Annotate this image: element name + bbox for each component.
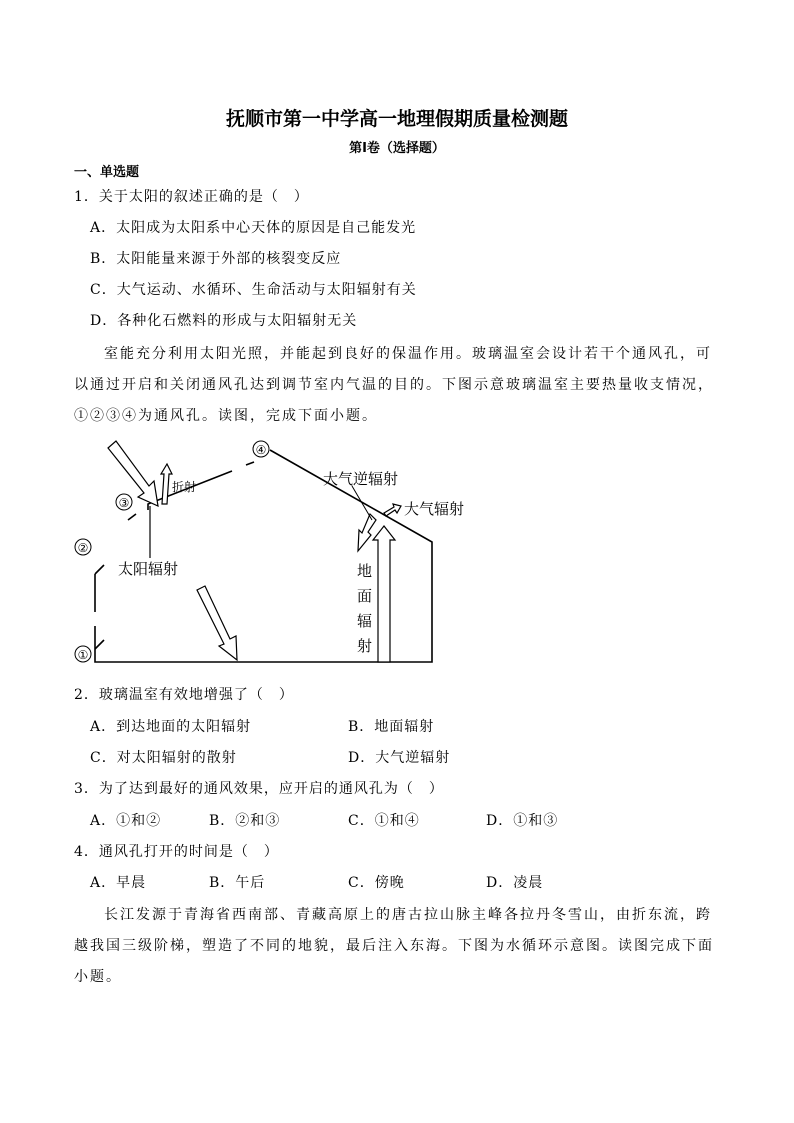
question-1-option-c: C．大气运动、水循环、生命活动与太阳辐射有关: [90, 282, 417, 298]
vent-4-label: ④: [255, 443, 267, 457]
section-heading: 一、单选题: [74, 165, 140, 180]
refraction-arrow: [161, 464, 172, 504]
question-3-stem: 3．为了达到最好的通风效果，应开启的通风孔为（ ）: [74, 781, 444, 797]
question-4-stem: 4．通风孔打开的时间是（ ）: [74, 844, 279, 860]
passage-1-line-2: 以通过开启和关闭通风孔达到调节室内气温的目的。下图示意玻璃温室主要热量收支情况，: [74, 377, 714, 393]
question-4-options: [90, 872, 610, 892]
question-3-option-a: A．①和②: [90, 813, 162, 829]
ground-radiation-label-4: 射: [357, 637, 373, 655]
transmitted-solar-arrow: [197, 586, 237, 660]
ground-radiation-label-3: 辐: [357, 612, 373, 630]
vent-1-label: ①: [77, 648, 89, 662]
question-2-options-row-2: [90, 747, 590, 767]
question-2-option-b: B．地面辐射: [348, 719, 435, 735]
ground-radiation-label-2: 面: [357, 587, 373, 605]
atmospheric-radiation-arrow: [384, 504, 401, 516]
page-subtitle: 第Ⅰ卷（选择题）: [349, 141, 445, 156]
question-1-option-b: B．太阳能量来源于外部的核裂变反应: [90, 251, 342, 267]
page-title: 抚顺市第一中学高一地理假期质量检测题: [225, 108, 568, 130]
ground-radiation-arrow: [373, 526, 395, 662]
counter-radiation-arrow: [358, 514, 376, 551]
vent-2-label: ②: [77, 541, 89, 555]
question-4-option-a: A．早晨: [90, 875, 147, 891]
question-3-options: [90, 810, 610, 830]
question-2-stem: 2．玻璃温室有效地增强了（ ）: [74, 687, 294, 703]
question-4-option-d: D．凌晨: [486, 875, 544, 891]
question-2-option-a: A．到达地面的太阳辐射: [90, 719, 252, 735]
question-3-option-c: C．①和④: [348, 813, 420, 829]
question-3-option-b: B．②和③: [209, 813, 281, 829]
question-2-options-row-1: [90, 716, 590, 736]
question-1-option-a: A．太阳成为太阳系中心天体的原因是自己能发光: [90, 220, 417, 236]
passage-2-line-1: 长江发源于青海省西南部、青藏高原上的唐古拉山脉主峰各拉丹冬雪山，由折东流，跨: [104, 907, 712, 923]
passage-1-line-3: ①②③④为通风孔。读图，完成下面小题。: [74, 408, 378, 424]
ground-radiation-label-1: 地: [357, 562, 373, 580]
vent-1-marker: [75, 646, 91, 662]
greenhouse-diagram: [0, 434, 794, 674]
question-4-option-c: C．傍晚: [348, 875, 405, 891]
incoming-solar-arrow: [108, 441, 158, 506]
solar-radiation-label: 太阳辐射: [118, 560, 179, 578]
vent-4-marker: [253, 441, 269, 457]
vent-2-marker: [75, 539, 91, 555]
counter-pointer-line: [352, 486, 372, 520]
question-2-option-c: C．对太阳辐射的散射: [90, 750, 237, 766]
question-4-option-b: B．午后: [209, 875, 266, 891]
question-1-stem: 1．关于太阳的叙述正确的是（ ）: [74, 189, 309, 205]
question-2-option-d: D．大气逆辐射: [348, 750, 451, 766]
refraction-label: 折射: [172, 480, 197, 494]
passage-1-line-1: 室能充分利用太阳光照，并能起到良好的保温作用。玻璃温室会设计若干个通风孔，可: [104, 346, 712, 362]
question-1-option-d: D．各种化石燃料的形成与太阳辐射无关: [90, 313, 358, 329]
vent-3-marker: [116, 494, 132, 510]
counter-radiation-label: 大气逆辐射: [323, 470, 399, 488]
atmospheric-radiation-label: 大气辐射: [404, 500, 465, 518]
passage-2-line-3: 小题。: [74, 969, 122, 985]
vent-3-label: ③: [118, 496, 130, 510]
question-3-option-d: D．①和③: [486, 813, 559, 829]
passage-2-line-2: 越我国三级阶梯，塑造了不同的地貌，最后注入东海。下图为水循环示意图。读图完成下面: [74, 938, 714, 954]
